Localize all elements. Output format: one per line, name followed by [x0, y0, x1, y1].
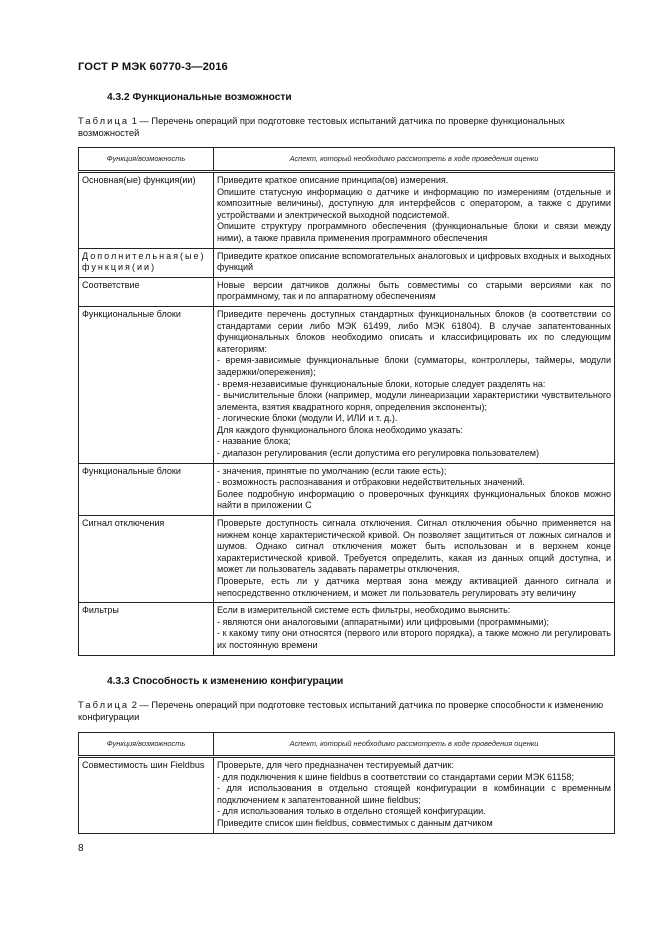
table2-col-aspect: Аспект, который необходимо рассмотреть в ходе проведения оценки [214, 733, 615, 757]
aspect-cell: Приведите краткое описание вспомогательных аналоговых и цифровых входных и выходных функций [214, 248, 615, 277]
table-row [79, 757, 615, 834]
table1 [78, 147, 615, 656]
section-number: 4.3.3 [107, 676, 130, 687]
table-row [79, 463, 615, 515]
table1-col-aspect: Аспект, который необходимо рассмотреть в ходе проведения оценки [214, 148, 615, 172]
function-cell: Функциональные блоки [79, 306, 214, 463]
section-heading-4-3-3 [107, 676, 343, 687]
function-cell: Дополнительная(ые) функция(ии) [79, 248, 214, 277]
table2 [78, 732, 615, 834]
document-header: ГОСТ Р МЭК 60770-3—2016 [78, 61, 228, 73]
section-title: Способность к изменению конфигурации [132, 676, 344, 687]
function-cell: Сигнал отключения [79, 516, 214, 603]
table2-header-row [79, 733, 615, 757]
table-row [79, 603, 615, 655]
section-heading-4-3-2 [107, 92, 292, 103]
table1-header-row [79, 148, 615, 172]
aspect-cell: Если в измерительной системе есть фильтры, необходимо выяснить: - являются они аналоговыми (аппаратными) или цифровыми (программными); - к какому типу они относятся (первого или второго порядка), а также можно ли регулировать их постоянную времени [214, 603, 615, 655]
table1-caption [78, 116, 618, 139]
table-row [79, 277, 615, 306]
function-cell: Соответствие [79, 277, 214, 306]
section-number: 4.3.2 [107, 92, 130, 103]
table-row [79, 516, 615, 603]
caption-label: Таблица [78, 116, 130, 126]
aspect-cell: Приведите перечень доступных стандартных функциональных блоков (в соответствии со стандартами серии либо МЭК 61499, либо МЭК 61804). В случае запатентованных функциональных блоков необходимо описать и классифицировать их по следующим категориям: - время-зависимые функциональные блоки (сумматоры, контроллеры, таймеры, модули задержки/опережения); - время-независимые функциональные блоки, которые следует разделять на: - вычислительные блоки (например, модули линеаризации характеристики чувствительного элемента, взятия квадратного корня, определения экспоненты); - логические блоки (модули И, ИЛИ и т. д.). Для каждого функционального блока необходимо указать: - название блока; - диапазон регулирования (если допустима его регулировка пользователем) [214, 306, 615, 463]
aspect-cell: Проверьте доступность сигнала отключения. Сигнал отключения обычно применяется на нижнем конце характеристической кривой. Он позволяет защититься от ложных сигналов и шумов. Однако сигнал отключения может быть использован и в верхнем конце характеристической кривой. Требуется определить, какая из данных опций доступна, и может ли пользователь задавать параметры отключения. Проверьте, есть ли у датчика мертвая зона между активацией данного сигнала и непосредственно отключением, и может ли пользователь регулировать эту величину [214, 516, 615, 603]
aspect-cell: Проверьте, для чего предназначен тестируемый датчик: - для подключения к шине fieldbus в соответствии со стандартами серии МЭК 61158; - для использования в отдельно стоящей конфигурации в комбинации с временным подключением к запатентованной шине fieldbus; - для использования только в отдельно стоящей конфигурации. Приведите список шин fieldbus, совместимых с данным датчиком [214, 757, 615, 834]
table2-col-function: Функция/возможность [79, 733, 214, 757]
function-cell: Совместимость шин Fieldbus [79, 757, 214, 834]
page-number: 8 [78, 843, 84, 854]
aspect-cell: - значения, принятые по умолчанию (если такие есть); - возможность распознавания и отбраковки недействительных значений. Более подробную информацию о проверочных функциях функциональных блоков можно найти в приложении С [214, 463, 615, 515]
function-cell: Функциональные блоки [79, 463, 214, 515]
caption-text: 2 — Перечень операций при подготовке тестовых испытаний датчика по проверке способности к изменению конфигурации [78, 700, 604, 722]
table-row [79, 306, 615, 463]
table1-col-function: Функция/возможность [79, 148, 214, 172]
caption-label: Таблица [78, 700, 130, 710]
section-title: Функциональные возможности [132, 92, 292, 103]
table-row [79, 248, 615, 277]
function-cell: Фильтры [79, 603, 214, 655]
function-cell: Основная(ые) функция(ии) [79, 172, 214, 249]
aspect-cell: Новые версии датчиков должны быть совместимы со старыми версиями как по программному, так и по аппаратному обеспечениям [214, 277, 615, 306]
table-row [79, 172, 615, 249]
caption-text: 1 — Перечень операций при подготовке тестовых испытаний датчика по проверке функциональных возможностей [78, 116, 565, 138]
table2-caption [78, 700, 618, 723]
aspect-cell: Приведите краткое описание принципа(ов) измерения. Опишите статусную информацию о датчике и информацию по измерениям (отдельные и композитные величины), доступную для интерфейсов с оператором, а также с другими устройствами и электрической выходной подсистемой. Опишите структуру программного обеспечения (функциональные блоки и связи между ними), а также правила применения программного обеспечения [214, 172, 615, 249]
